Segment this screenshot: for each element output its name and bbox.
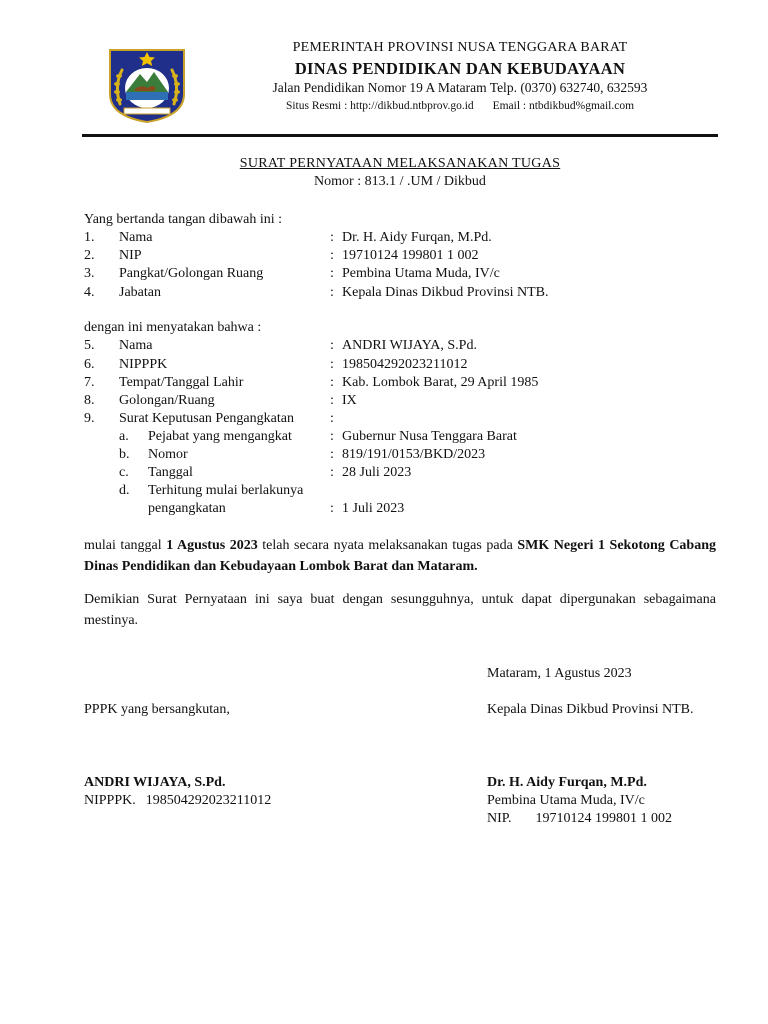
field-num: 1. — [84, 230, 95, 245]
header-divider — [82, 134, 718, 137]
kop-email: Email : ntbdikbud%gmail.com — [492, 100, 635, 112]
field-label: Nama — [119, 338, 153, 353]
right-signer-id — [487, 810, 672, 828]
statement-text-b: telah secara nyata melaksanakan tugas pada — [257, 538, 518, 553]
signer-intro: Yang bertanda tangan dibawah ini : — [84, 212, 283, 227]
right-signer-name: Dr. H. Aidy Furqan, M.Pd. — [487, 775, 647, 790]
field-value: ANDRI WIJAYA, S.Pd. — [342, 338, 477, 353]
subfield-label: Nomor — [148, 447, 188, 462]
left-signer-role: PPPK yang bersangkutan, — [84, 702, 230, 717]
field-num: 2. — [84, 248, 95, 263]
kop-website: Situs Resmi : http://dikbud.ntbprov.go.id — [285, 100, 474, 112]
field-colon: : — [330, 266, 334, 281]
right-signer-rank: Pembina Utama Muda, IV/c — [487, 793, 645, 808]
field-value: IX — [342, 393, 357, 408]
field-label: Tempat/Tanggal Lahir — [119, 375, 244, 390]
field-colon: : — [330, 357, 334, 372]
left-id-value: 198504292023211012 — [145, 793, 272, 808]
field-value: Kepala Dinas Dikbud Provinsi NTB. — [342, 285, 549, 300]
subfield-num: d. — [119, 483, 130, 498]
field-colon: : — [330, 230, 334, 245]
field-num: 7. — [84, 375, 95, 390]
field-label: Golongan/Ruang — [119, 393, 215, 408]
field-num: 3. — [84, 266, 95, 281]
kop-department: DINAS PENDIDIKAN DAN KEBUDAYAAN — [294, 59, 626, 78]
field-colon: : — [330, 338, 334, 353]
kop-contacts — [200, 100, 720, 112]
right-signer-role: Kepala Dinas Dikbud Provinsi NTB. — [487, 702, 694, 717]
subfield-value: Gubernur Nusa Tenggara Barat — [342, 429, 517, 444]
place-date: Mataram, 1 Agustus 2023 — [487, 666, 632, 681]
field-colon: : — [330, 375, 334, 390]
right-id-label: NIP. — [487, 811, 512, 826]
field-colon: : — [330, 248, 334, 263]
declare-intro: dengan ini menyatakan bahwa : — [84, 320, 262, 335]
ntb-province-emblem-icon — [104, 46, 190, 124]
statement-date: 1 Agustus 2023 — [166, 538, 258, 553]
subfield-label-cont: pengangkatan — [148, 501, 226, 516]
letter-number: Nomor : 813.1 / .UM / Dikbud — [314, 174, 486, 189]
subfield-label: Terhitung mulai berlakunya — [148, 483, 304, 498]
field-label: Pangkat/Golongan Ruang — [119, 266, 264, 281]
field-label: Surat Keputusan Pengangkatan — [119, 411, 294, 426]
letter-title: SURAT PERNYATAAN MELAKSANAKAN TUGAS — [239, 156, 561, 171]
field-colon: : — [330, 465, 334, 480]
left-signer-id — [84, 792, 271, 810]
subfield-label: Tanggal — [148, 465, 193, 480]
subfield-num: b. — [119, 447, 130, 462]
closing-paragraph: Demikian Surat Pernyataan ini saya buat dengan sesungguhnya, untuk dapat dipergunakan sebagaimana mestinya. — [84, 592, 716, 628]
field-colon: : — [330, 393, 334, 408]
field-num: 8. — [84, 393, 95, 408]
statement-paragraph — [84, 535, 716, 577]
field-colon: : — [330, 411, 334, 426]
field-colon: : — [330, 429, 334, 444]
field-value: Kab. Lombok Barat, 29 April 1985 — [342, 375, 539, 390]
left-id-label: NIPPPK. — [84, 793, 136, 808]
kop-address: Jalan Pendidikan Nomor 19 A Mataram Telp. (0370) 632740, 632593 — [272, 80, 648, 95]
field-value: Pembina Utama Muda, IV/c — [342, 266, 500, 281]
subfield-value: 1 Juli 2023 — [342, 501, 405, 516]
subfield-value: 28 Juli 2023 — [342, 465, 412, 480]
subfield-value: 819/191/0153/BKD/2023 — [342, 447, 486, 462]
left-signer-name: ANDRI WIJAYA, S.Pd. — [84, 775, 226, 790]
field-num: 9. — [84, 411, 95, 426]
subfield-num: a. — [119, 429, 129, 444]
field-value: 19710124 199801 1 002 — [342, 248, 479, 263]
field-num: 6. — [84, 357, 95, 372]
field-label: NIPPPK — [119, 357, 168, 372]
field-label: NIP — [119, 248, 142, 263]
field-value: 198504292023211012 — [342, 357, 468, 372]
field-value: Dr. H. Aidy Furqan, M.Pd. — [342, 230, 492, 245]
statement-text-a: mulai tanggal — [84, 538, 167, 553]
subfield-num: c. — [119, 465, 129, 480]
field-num: 5. — [84, 338, 95, 353]
field-label: Jabatan — [119, 285, 161, 300]
statement-school: SMK Negeri 1 Sekotong Cabang Dinas Pendidikan dan Kebudayaan Lombok Barat dan Mataram. — [84, 538, 716, 574]
field-num: 4. — [84, 285, 95, 300]
kop-government: PEMERINTAH PROVINSI NUSA TENGGARA BARAT — [292, 40, 628, 55]
field-colon: : — [330, 447, 334, 462]
field-colon: : — [330, 285, 334, 300]
subfield-label: Pejabat yang mengangkat — [148, 429, 292, 444]
field-colon: : — [330, 501, 334, 516]
right-id-value: 19710124 199801 1 002 — [535, 811, 673, 826]
field-label: Nama — [119, 230, 153, 245]
